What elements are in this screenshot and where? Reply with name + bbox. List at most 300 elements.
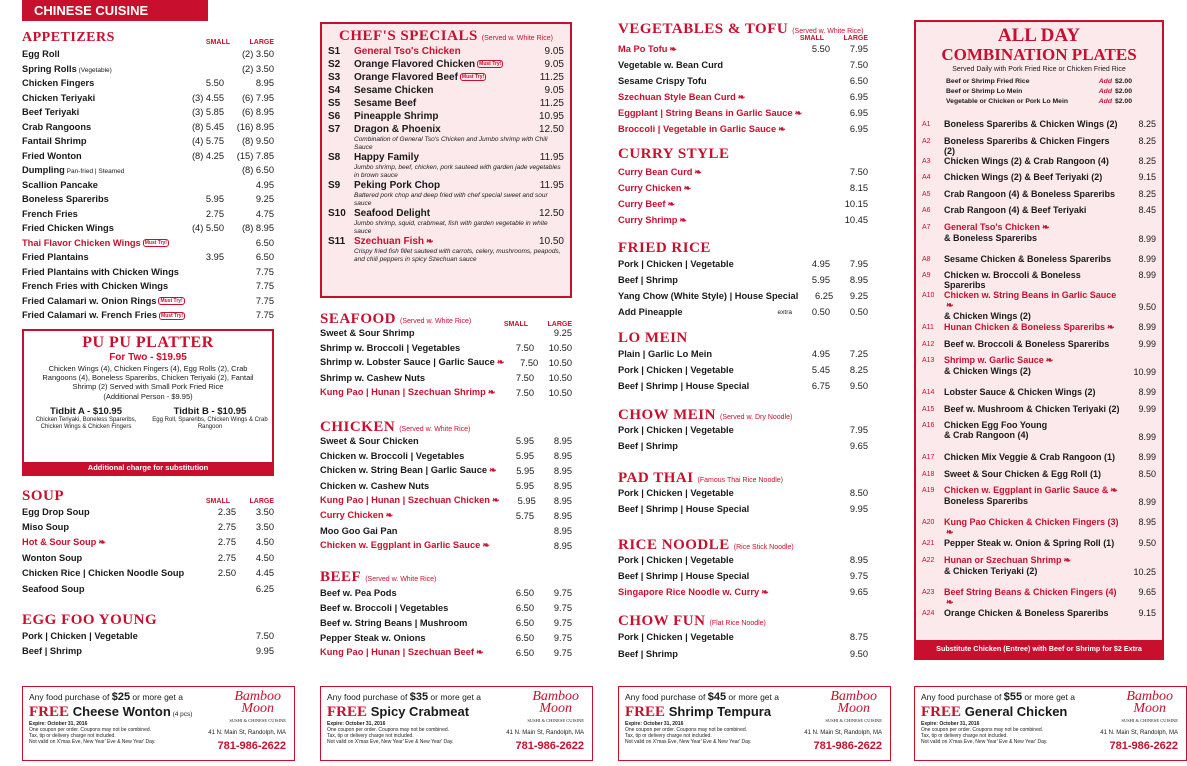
logo-line-2: Moon [539,701,573,716]
coupon-fine-1: One coupon per order. Coupons may not be combined. [625,727,748,733]
combo-price: 9.99 [1138,403,1156,414]
special-row [328,207,564,220]
tidbit-a-title: Tidbit A - $10.95 [50,406,122,417]
item-name-text: Egg Roll [22,49,60,60]
chowmein-title: CHOW MEIN [618,407,716,423]
coupon-fine-3: Not valid on X'mas Eve, New Year' Eve & New Year' Day. [625,739,752,745]
combo-add-price: $2.00 [1114,78,1132,85]
price-small: 5.95 [205,194,224,205]
price-small: 5.95 [811,275,830,285]
combo-add-row [946,87,1132,97]
combo-id: A5 [922,190,931,198]
item-name-text: Shrimp w. Lobster Sauce | Garlic Sauce [320,357,495,367]
item-name [618,504,792,514]
item-name [618,60,792,70]
special-name-text: Sesame Chicken [354,85,434,96]
price-small: 5.50 [205,78,224,89]
combo-name-text: Chicken Wings (2) & Beef Teriyaki (2) [944,172,1103,182]
combo-price: 8.99 [1138,253,1156,264]
item-name-text: Chicken Fingers [22,78,95,89]
hot-pepper-icon: ❧ [946,596,954,607]
item-name [22,507,198,517]
combo-name-text: Chicken Wings (2) & Crab Rangoon (4) [944,155,1109,166]
item-name-text: Chicken w. Eggplant in Garlic Sauce [320,540,481,550]
item-name [618,291,798,301]
combo-name [944,469,1120,479]
special-row [328,151,564,164]
coupon-fine-1: One coupon per order. Coupons may not be combined. [921,727,1044,733]
hot-pepper-icon: ❧ [482,540,490,550]
item-name [22,49,174,59]
hot-pepper-icon: ❧ [737,91,746,102]
item-name-text: Pork | Chicken | Vegetable [618,259,734,269]
menu-item-row [320,585,572,600]
price-small: 7.50 [520,357,539,368]
veg-small-label: SMALL [799,35,824,42]
item-name [22,209,174,219]
price-large: 8.95 [553,435,572,446]
combo-item-row [922,587,1156,608]
seafood-small-label: SMALL [503,321,528,328]
item-note: (Vegetable) [76,66,112,74]
item-name [22,553,198,563]
price-small: 5.95 [515,435,534,446]
special-price: 12.50 [538,208,564,219]
item-name-text: Kung Pao | Hunan | Szechuan Beef [320,647,474,657]
combo-price: 8.25 [1138,135,1156,146]
menu-item-row [618,485,868,501]
item-name-text: Plain | Garlic Lo Mein [618,349,713,359]
coupon-intro-text: Any food purchase of [921,692,1004,702]
menu-item-row [618,180,868,196]
coupon-intro-2: or more get a [726,692,779,702]
price-large: (15) 7.85 [236,150,274,161]
price-small: 6.50 [515,602,534,613]
appetizers-list [22,47,274,323]
chowfun-list [618,628,868,662]
special-price: 12.50 [538,124,564,135]
coupon-fine-1: One coupon per order. Coupons may not be combined. [29,727,152,733]
item-name-text: Thai Flavor Chicken Wings [22,237,141,248]
price-large: 7.75 [255,295,274,306]
special-name [354,85,524,96]
price-large: 10.50 [548,357,572,368]
price-small: 5.45 [811,365,830,375]
menu-item-row [22,250,274,265]
combo-price: 10.25 [1133,566,1156,577]
coupon-phone: 781-986-2622 [813,740,882,752]
combo-item-row [922,222,1156,254]
special-item [328,110,564,123]
item-name [22,180,174,190]
coupon-intro-2: or more get a [130,692,183,702]
friedrice-title: FRIED RICE [618,240,711,256]
price-small: (3) 5.85 [191,107,224,118]
coupon-fine-2: Tax, tip or delivery charge not included. [29,733,116,739]
coupon-fine-2: Tax, tip or delivery charge not included. [327,733,414,739]
item-name-text: Pepper Steak w. Onions [320,632,426,643]
chicken-list [320,433,572,553]
special-price: 9.05 [544,46,564,57]
special-price: 11.95 [539,152,564,163]
price-small: 4.95 [811,259,830,269]
combo-item-row [922,555,1156,587]
combo-item-row [922,254,1156,271]
item-name-text: Singapore Rice Noodle w. Curry [618,586,760,597]
special-desc: Crispy fried fish fillet sauteed with carrots, celery, mushrooms, peapods, and chili peppers in spicy Szechuan sauce [354,248,561,263]
logo-line-2: Moon [1133,701,1167,716]
menu-item-row [22,134,274,149]
special-name [354,124,524,135]
special-desc: Jumbo shrimp, squid, crabmeat, fish with garden vegetable in white sauce [354,220,548,235]
hot-pepper-icon: ❧ [683,182,692,193]
coupon-intro-2: or more get a [1022,692,1075,702]
price-small: 2.75 [205,208,224,219]
item-name [618,649,792,659]
combo-item-row [922,420,1156,452]
coupon-phone: 781-986-2622 [217,740,286,752]
combo-name-text: Chicken Mix Veggie & Crab Rangoon (1) [944,452,1116,462]
friedrice-list [618,256,868,320]
price-large: 8.95 [849,555,868,565]
special-name-text: Szechuan Fish [354,236,425,247]
combo-id: A20 [922,519,935,526]
coupon-expire: Expire: October 31, 2016 [29,721,88,727]
menu-item-row [320,600,572,615]
special-row [328,84,564,97]
special-name-text: Sesame Beef [354,98,417,109]
price-small: 6.50 [515,587,534,598]
item-name-text: Moo Goo Gai Pan [320,525,398,536]
item-name-text: Add Pineapple [618,307,683,317]
item-name [618,183,792,194]
coupon-item: Cheese Wonton [72,704,171,719]
special-number: S10 [328,208,346,219]
price-large: 9.75 [553,647,572,658]
item-name [22,310,185,320]
combo-id: A7 [922,223,931,231]
item-name-text: Chicken Teriyaki [22,92,96,103]
coupon-fine-3: Not valid on X'mas Eve, New Year' Eve & New Year' Day. [327,739,454,745]
chicken-note: (Served w. White Rice) [399,426,471,433]
hot-pepper-icon: ❧ [778,123,786,134]
combo-name [944,355,1120,376]
combo-id: A12 [922,340,935,348]
combo-adds [922,77,1156,107]
item-name [618,108,802,119]
hot-pepper-icon: ❧ [694,166,702,177]
item-name-text: Curry Shrimp [618,214,678,225]
specials-note: (Served w. White Rice) [481,35,553,42]
item-name [618,76,792,86]
item-name-text: Curry Beef [618,198,666,209]
combo-price: 9.50 [1138,538,1156,548]
combo-id: A10 [922,292,935,299]
logo-sub: SUSHI & CHINESE CUISINE [229,718,286,723]
logo-line-1: Bamboo [234,689,282,704]
menu-item-row [618,568,868,584]
item-name-text: Pork | Chicken | Vegetable [618,365,734,375]
must-try-badge: Must Try! [144,240,167,247]
chowfun-note: (Flat Rice Noodle) [709,620,766,627]
combo-item-row [922,189,1156,206]
item-name-text: Kung Pao | Hunan | Szechuan Shrimp [320,387,486,397]
special-name [354,46,524,57]
menu-item-row [22,294,274,309]
combo-item-row [922,469,1156,486]
combo-name-text: Chicken w. Broccoli & Boneless Spareribs [944,270,1081,290]
menu-item-row [22,519,274,534]
hot-pepper-icon: ❧ [475,647,484,657]
special-number: S9 [328,180,341,191]
hot-pepper-icon: ❧ [946,527,954,537]
chowmein-note: (Served w. Dry Noodle) [719,414,793,421]
chowfun-title: CHOW FUN [618,613,706,629]
combo-name [944,587,1120,608]
special-row [328,235,564,248]
combo-item-row [922,290,1156,322]
price-large: 6.50 [255,252,274,263]
combo-name [944,420,1120,440]
combo-item-row [922,608,1156,625]
combo-name-line2: & Crab Rangoon (4) [944,430,1029,440]
special-name-text: Orange Flavored Beef [354,72,458,83]
menu-item-row [22,149,274,164]
combo-name [944,339,1120,349]
price-small: 2.75 [217,522,236,533]
item-name [22,537,198,548]
coupon-free: FREE [327,704,371,720]
combo-item-row [922,485,1156,517]
combo-price: 9.99 [1138,338,1156,349]
combo-id: A8 [922,255,931,263]
menu-item-row [22,643,274,658]
item-name-text: Fried Calamari w. Onion Rings [22,295,157,306]
combo-id: A6 [922,207,931,214]
combo-add-price: $2.00 [1114,88,1132,95]
item-name-text: Chicken w. Cashew Nuts [320,480,430,491]
item-name-text: Pork | Chicken | Vegetable [618,631,734,642]
combo-name-text: Pepper Steak w. Onion & Spring Roll (1) [944,538,1115,548]
combo-name-text: Beef w. Broccoli & Boneless Spareribs [944,338,1110,349]
combo-item-row [922,172,1156,189]
item-name [22,238,174,248]
special-number: S2 [328,59,341,70]
padthai-list [618,485,868,517]
price-large: 8.50 [849,488,868,498]
menu-item-row [618,57,868,73]
item-name-text: Vegetable w. Bean Curd [618,60,724,70]
combo-name-text: Boneless Spareribs & Chicken Fingers (2) [944,135,1110,156]
item-name [618,425,792,435]
price-large: (8) 9.50 [241,136,274,147]
item-name [22,568,198,578]
combo-id: A2 [922,137,931,145]
item-name-text: Shrimp w. Cashew Nuts [320,372,426,383]
item-name [320,436,496,446]
price-small: 6.50 [515,617,534,628]
coupon-intro-text: Any food purchase of [625,692,708,702]
combo-id: A9 [922,272,931,279]
cuisine-banner: CHINESE CUISINE [22,0,208,21]
menu-item-row [320,340,572,355]
item-name [320,465,497,476]
specials-title: CHEF'S SPECIALS [339,28,478,44]
item-name [618,275,792,285]
price-large: 9.75 [553,602,572,613]
combo-name-text: Hunan Chicken & Boneless Spareribs [944,322,1106,332]
special-name-text: Pineapple Shrimp [354,111,439,122]
coupon-qty: (4 pcs) [170,711,193,718]
price-small: 5.95 [516,465,535,476]
coupon-phone: 781-986-2622 [515,740,584,752]
special-item [328,179,564,207]
price-small: 6.75 [811,381,830,391]
item-name [320,647,496,658]
soup-title: SOUP [22,488,65,504]
item-name [22,631,198,641]
menu-item-row [618,552,868,568]
item-name [618,44,792,55]
item-name [618,365,792,375]
combo-name [944,254,1120,264]
combo-name [944,205,1120,215]
seafood-title: SEAFOOD [320,311,397,327]
menu-item-row [320,385,572,400]
coupon-amount: $55 [1003,691,1023,703]
chefs-specials-box [320,22,572,298]
combo-name [944,156,1120,166]
item-name-text: Broccoli | Vegetable in Garlic Sauce [618,123,777,134]
price-large: 7.50 [849,60,868,70]
special-number: S1 [328,46,341,57]
price-large: 6.50 [255,237,274,248]
hot-pepper-icon: ❧ [1042,221,1050,232]
hot-pepper-icon: ❧ [946,300,954,310]
special-row [328,58,564,71]
price-large: 8.95 [553,465,572,476]
combo-name-line2: & Chicken Wings (2) [944,366,1031,376]
combo-name [944,322,1120,333]
combo-id: A22 [922,556,935,564]
combo-name [944,222,1120,243]
menu-item-row [618,196,868,212]
price-large: 9.25 [553,327,572,338]
combo-add-label: Add [1098,88,1112,95]
coupon-fine-1: One coupon per order. Coupons may not be combined. [327,727,450,733]
hot-pepper-icon: ❧ [669,43,677,54]
item-name-text: Beef | Shrimp | House Special [618,571,750,581]
menu-item-row [22,236,274,251]
menu-item-row [22,178,274,193]
special-name [354,72,524,83]
item-name-text: Pork | Chicken | Vegetable [618,425,734,435]
price-small: 3.95 [205,252,224,263]
menu-item-row [618,584,868,600]
combo-price: 8.25 [1138,188,1156,199]
item-name-text: Pork | Chicken | Vegetable [618,488,734,498]
item-name-text: Beef | Shrimp [618,441,678,451]
specials-list [328,45,564,263]
coupon-amount: $35 [409,691,429,703]
ricenoodle-title: RICE NOODLE [618,537,730,553]
combo-name [944,172,1120,182]
hot-pepper-icon: ❧ [679,214,687,225]
menu-item-row [22,192,274,207]
coupon-item: Shrimp Tempura [668,704,772,719]
logo-sub: SUSHI & CHINESE CUISINE [825,718,882,723]
item-name-text: Shrimp w. Broccoli | Vegetables [320,342,461,353]
item-name-text: Beef w. Pea Pods [320,587,397,598]
special-desc: Combination of General Tso's Chicken and Jumbo shrimp with Chili Sauce [354,136,548,151]
price-large: 8.95 [849,275,868,285]
item-name-text: Eggplant | String Beans in Garlic Sauce [618,107,793,118]
combo-price: 8.45 [1138,205,1156,215]
item-name-text: Szechuan Style Bean Curd [618,91,736,102]
item-name [22,646,198,656]
combo-item-row [922,387,1156,404]
price-large: (6) 7.95 [241,92,274,103]
bamboo-moon-logo [527,691,584,727]
menu-item-row [618,121,868,137]
item-name [320,343,496,353]
coupon-intro-2: or more get a [428,692,481,702]
price-large: 6.95 [849,108,868,118]
price-small: (8) 5.45 [191,121,224,132]
item-name [618,441,792,451]
special-name [354,59,524,70]
price-large: 4.45 [255,568,274,579]
combo-name [944,404,1120,414]
combo-name-line2: Boneless Spareribs [944,496,1029,506]
coupon-card [320,686,593,761]
item-name-text: Pork | Chicken | Vegetable [22,630,138,641]
item-name [618,571,792,581]
price-large: 10.50 [548,342,572,353]
special-name [354,180,524,191]
item-name [320,540,496,551]
coupon-intro-text: Any food purchase of [29,692,112,702]
combo-price: 9.15 [1138,172,1156,182]
price-large: 7.25 [849,349,868,359]
tidbit-b-title: Tidbit B - $10.95 [173,406,247,417]
price-large: 9.65 [849,441,868,451]
item-name-text: Sweet & Sour Chicken [320,435,419,446]
price-small: 2.50 [217,568,236,579]
combo-item-row [922,270,1156,290]
combo-name-text: Beef w. Mushroom & Chicken Teriyaki (2) [944,403,1120,414]
price-small: 5.95 [515,480,534,491]
coupon-fine-3: Not valid on X'mas Eve, New Year' Eve & New Year' Day. [29,739,156,745]
price-large: 9.25 [849,291,868,301]
price-large: 7.50 [255,630,274,641]
combo-id: A11 [922,324,934,331]
combo-name-text: Boneless Spareribs & Chicken Wings (2) [944,119,1118,129]
combo-price: 8.99 [1138,432,1156,442]
hot-pepper-icon: ❧ [489,465,497,475]
price-large: 4.75 [255,208,274,219]
combo-name-text: Sweet & Sour Chicken & Egg Roll (1) [944,468,1102,479]
chicken-title: CHICKEN [320,419,396,435]
price-large: 9.50 [849,381,868,391]
combo-price: 8.99 [1138,387,1156,397]
item-name [22,584,198,594]
menu-item-row [22,221,274,236]
menu-item-row [320,448,572,463]
coupon-item: Spicy Crabmeat [370,704,470,719]
combo-id: A23 [922,588,935,596]
item-name-text: Beef | Shrimp [618,648,678,659]
